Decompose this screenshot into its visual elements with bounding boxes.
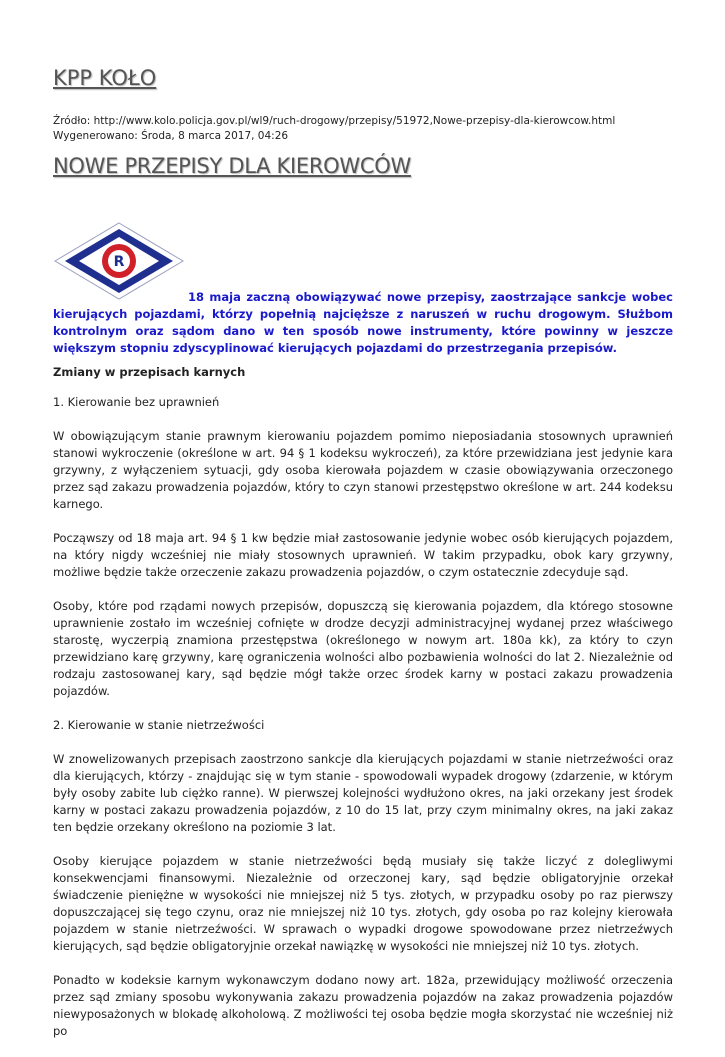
article-title: NOWE PRZEPISY DLA KIEROWCÓW — [53, 154, 411, 178]
subheading-1: 1. Kierowanie bez uprawnień — [53, 395, 220, 409]
section-heading: Zmiany w przepisach karnych — [53, 365, 246, 379]
site-title: KPP KOŁO — [53, 66, 157, 90]
paragraph-3: Osoby, które pod rządami nowych przepisów, dopuszczą się kierowania pojazdem, dla którego stosowne uprawnienie zostało im wcześniej cofnięte w drodze decyzji administracyjnej wydanej przez właściwego starostę, wyczerpią znamiona przestępstwa (określonego w nowym art. 180a kk), za który to czyn przewidziano karę grzywny, karę ograniczenia wolności albo pozbawienia wolności do lat 2. Niezależnie od rodzaju zastosowanej kary, sąd będzie mógł także orzec środek karny w postaci zakazu prowadzenia pojazdów. — [53, 599, 673, 698]
paragraph-4: W znowelizowanych przepisach zaostrzono sankcje dla kierujących pojazdami w stanie nietrzeźwości oraz dla kierujących, którzy - znajdując się w tym stanie - spowodowali wypadek drogowy (zdarzenie, w którym były osoby zabite lub ciężko ranne). W pierwszej kolejności wydłużono okres, na jaki orzekany jest środek karny w postaci zakazu prowadzenia pojazdów, z 10 do 15 lat, przy czym minimalny okres, na jaki zakaz ten będzie orzekany określono na poziomie 3 lat. — [53, 752, 673, 834]
subheading-2: 2. Kierowanie w stanie nietrzeźwości — [53, 718, 265, 732]
source-url: Źródło: http://www.kolo.policja.gov.pl/wl9/ruch-drogowy/przepisy/51972,Nowe-przepisy-dla-kierowcow.html — [53, 115, 616, 127]
logo-letter: R — [113, 254, 125, 270]
paragraph-5: Osoby kierujące pojazdem w stanie nietrzeźwości będą musiały się także liczyć z dolegliwymi konsekwencjami finansowymi. Niezależnie od orzeczonej kary, sąd będzie obligatoryjnie orzekał świadczenie pieniężne w wysokości nie mniejszej niż 5 tys. złotych, w przypadku osoby po raz pierwszy dopuszczającej się tego czynu, oraz nie mniejszej niż 10 tys. złotych, gdy osoba po raz kolejny kierowała pojazdem w stanie nietrzeźwości. W sprawach o wypadki drogowe spowodowane przez nietrzeźwych kierujących, sąd będzie obligatoryjnie orzekał nawiązkę w wysokości nie mniejszej niż 10 tys. złotych. — [53, 854, 673, 953]
paragraph-6: Ponadto w kodeksie karnym wykonawczym dodano nowy art. 182a, przewidujący możliwość orzeczenia przez sąd zmiany sposobu wykonywania zakazu prowadzenia pojazdów na zakaz prowadzenia pojazdów niewyposażonych w blokadę alkoholową. Z możliwości tej osoba będzie mogła skorzystać nie wcześniej niż po — [53, 973, 673, 1038]
article-body — [53, 364, 673, 1057]
paragraph-2: Począwszy od 18 maja art. 94 § 1 kw będzie miał zastosowanie jedynie wobec osób kierujących pojazdem, na który nigdy wcześniej nie miały stosownych uprawnień. W takim przypadku, obok kary grzywny, możliwe będzie także orzeczenie zakazu prowadzenia pojazdów, o czym ostatecznie zdecyduje sąd. — [53, 531, 673, 579]
source-meta — [53, 114, 615, 144]
generated-date: Wygenerowano: Środa, 8 marca 2017, 04:26 — [53, 130, 289, 142]
paragraph-1: W obowiązującym stanie prawnym kierowaniu pojazdem pomimo nieposiadania stosownych uprawnień stanowi wykroczenie (określone w art. 94 § 1 kodeksu wykroczeń), za które przewidziana jest jedynie kara grzywny, z wyłączeniem sytuacji, gdy osoba kierowała pojazdem w czasie obowiązywania orzeczonego przez sąd zakazu prowadzenia pojazdów, który to czyn stanowi przestępstwo określone w art. 244 kodeksu karnego. — [53, 429, 673, 511]
lead-paragraph: 18 maja zaczną obowiązywać nowe przepisy, zaostrzające sankcje wobec kierujących pojazdami, którzy popełnią najcięższe z naruszeń w ruchu drogowym. Służbom kontrolnym oraz sądom dano w ten sposób nowe instrumenty, które powinny w jeszcze większym stopniu zdyscyplinować kierujących pojazdami do przestrzegania przepisów. — [53, 290, 673, 355]
